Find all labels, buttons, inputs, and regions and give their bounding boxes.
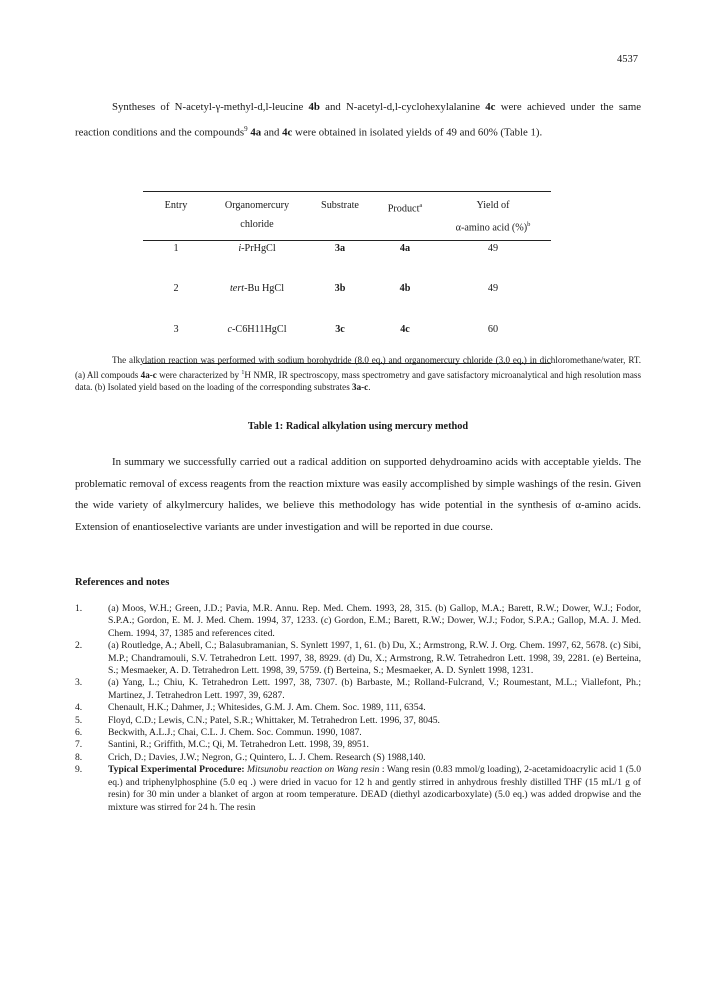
- compound-label: 4c: [485, 101, 496, 113]
- reference-number: 9.: [75, 764, 83, 776]
- cell-entry: 3: [173, 324, 179, 336]
- references-list: [75, 603, 641, 814]
- table-footnote: [75, 354, 641, 394]
- reagent-prefix: tert: [229, 283, 245, 295]
- reference-number: 5.: [75, 714, 83, 726]
- cell-reagent: [209, 241, 305, 282]
- summary-paragraph: [75, 452, 641, 538]
- cell-substrate: 3a: [334, 243, 346, 255]
- cell-product: 4b: [399, 283, 411, 295]
- reference-number: 4.: [75, 702, 83, 714]
- cell-reagent: [209, 281, 305, 322]
- reagent-name: -Bu HgCl: [244, 283, 285, 295]
- table-row: [143, 241, 551, 282]
- reference-number: 3.: [75, 677, 83, 689]
- intro-text: and: [261, 126, 283, 139]
- header-substrate: Substrate: [321, 200, 359, 211]
- header-product-sup: a: [419, 202, 423, 209]
- intro-text: and N-acetyl-d,l-cyclohexylalanine: [319, 101, 486, 113]
- reference-text: (a) Yang, L.; Chiu, K. Tetrahedron Lett. 1997, 38, 7307. (b) Barbaste, M.; Rolland-Fulcrand, V.; Roumestant, M.L.; Viallefont, Ph.; Martinez, J. Tetrahedron Lett. 1997, 39, 6287.: [108, 677, 641, 701]
- compound-label: 3a-c: [352, 382, 369, 393]
- header-entry: Entry: [164, 200, 188, 211]
- reference-text: Floyd, C.D.; Lewis, C.N.; Patel, S.R.; Whittaker, M. Tetrahedron Lett. 1996, 37, 8045.: [108, 714, 440, 726]
- header-product-label: Product: [387, 203, 420, 215]
- compound-label: 4a: [250, 126, 262, 139]
- header-yield-line2: α-amino acid (%): [455, 222, 528, 234]
- reference-item: [75, 727, 641, 739]
- compound-label: 4c: [282, 126, 293, 139]
- reagent-name: -PrHgCl: [241, 243, 276, 255]
- reference-item: [75, 640, 641, 677]
- cell-entry: 2: [173, 283, 179, 295]
- reference-text: Santini, R.; Griffith, M.C.; Qi, M. Tetrahedron Lett. 1998, 39, 8951.: [108, 739, 369, 751]
- reagent-prefix: c: [227, 324, 232, 336]
- reference-item: [75, 715, 641, 727]
- reference-item: [75, 764, 641, 814]
- reference-number: 2.: [75, 640, 83, 652]
- table-caption: Table 1: Radical alkylation using mercury method: [247, 421, 469, 432]
- reference-number: 8.: [75, 751, 83, 763]
- reference-number: 1.: [75, 603, 83, 614]
- intro-text: Syntheses of N-acetyl-γ-methyl-d,l-leucine: [112, 101, 309, 113]
- page-number: 4537: [617, 54, 638, 65]
- cell-substrate: 3c: [335, 324, 345, 336]
- intro-paragraph: [75, 97, 641, 144]
- nmr-superscript: 1: [241, 369, 245, 376]
- reference-text: : Wang resin (0.83 mmol/g loading), 2-acetamidoacrylic acid 1 (5.0 eq.) and triphenylphosphine (5.0 eq .) were dried in vacuo for 12 h and gently stirred in anhydrous freshly distilled THF (15 mL/1 g of resin) for 30 min under a blanket of argon at room temperature. DEAD (diethyl azodicarboxylate) (5.0 eq.) was added dropwise and the mixture was stirred for 24 h. The resin: [108, 764, 641, 813]
- reference-text: Crich, D.; Davies, J.W.; Negron, G.; Quintero, L. J. Chem. Research (S) 1988,140.: [108, 751, 426, 763]
- reagent-prefix: i: [238, 243, 242, 255]
- cell-yield: 60: [487, 324, 499, 336]
- reference-number: 7.: [75, 739, 83, 751]
- cell-entry: 1: [173, 243, 179, 255]
- procedure-heading: Typical Experimental Procedure:: [108, 764, 248, 776]
- cell-product: 4a: [399, 243, 411, 255]
- intro-text: were achieved under the same reaction conditions and the compounds: [75, 101, 642, 139]
- cell-yield: 49: [487, 283, 499, 295]
- ref-superscript: 9: [244, 124, 248, 133]
- reference-item: [75, 752, 641, 764]
- reference-text: Chenault, H.K.; Dahmer, J.; Whitesides, G.M. J. Am. Chem. Soc. 1989, 111, 6354.: [108, 702, 426, 714]
- reference-item: [75, 739, 641, 751]
- footnote-text: were characterized by: [156, 369, 242, 380]
- references-heading: References and notes: [75, 577, 170, 588]
- header-organomercury-line2: chloride: [240, 219, 274, 230]
- reference-item: [75, 603, 641, 640]
- cell-product: 4c: [400, 324, 410, 336]
- summary-text: In summary we successfully carried out a radical addition on supported dehydroamino acids with acceptable yields. The problematic removal of excess reagents from the reaction mixture was easily accomplished by simple washings of the resin. Given the wide variety of alkylmercury halides, we believe this methodology has wide potential in the synthesis of α-amino acids. Extension of enantioselective variants are under investigation and will be reported in due course.: [75, 456, 641, 533]
- compound-label: 4b: [308, 101, 320, 113]
- reference-text: (a) Routledge, A.; Abell, C.; Balasubramanian, S. Synlett 1997, 1, 61. (b) Du, X.; Armstrong, R.W. J. Org. Chem. 1997, 62, 5678. (c) Sibi, M.P.; Chandramouli, S.V. Tetrahedron Lett. 1997, 38, 8929. (d) Du, X.; Armstrong, R.W. Tetrahedron Lett. 1998, 39, 2281. (e) Berteina, S.; Mesmaeker, A. D. Tetrahedron Lett. 1998, 39, 5759. (f) Berteina, S.; Mesmaeker, A. D. Synlett 1998, 1231.: [108, 640, 641, 677]
- reference-item: [75, 677, 641, 702]
- header-yield: [435, 192, 551, 241]
- footnote-text: The alkylation reaction was performed with sodium borohydride (8.0 eq.) and organomercury chloride (3.0 eq.) in dichloromethane/water, RT. (a) All compouds: [75, 355, 641, 380]
- header-yield-line1: Yield of: [476, 200, 510, 211]
- cell-yield: 49: [487, 243, 499, 255]
- table-row: [143, 281, 551, 322]
- compound-label: 4a-c: [140, 369, 157, 380]
- header-organomercury: [209, 192, 305, 241]
- header-product: [375, 192, 435, 241]
- intro-text: were obtained in isolated yields of 49 and 60% (Table 1).: [292, 126, 543, 139]
- header-organomercury-line1: Organomercury: [224, 200, 290, 211]
- table-header-row: [143, 192, 551, 241]
- cell-substrate: 3b: [334, 283, 346, 295]
- reference-text: Beckwith, A.L.J.; Chai, C.L. J. Chem. Soc. Commun. 1990, 1087.: [108, 727, 362, 739]
- reference-number: 6.: [75, 727, 83, 739]
- footnote-text: .: [368, 382, 371, 393]
- results-table: [143, 191, 551, 364]
- header-yield-sup: b: [527, 221, 531, 228]
- reagent-name: -C6H11HgCl: [232, 324, 287, 336]
- procedure-subheading: Mitsunobu reaction on Wang resin: [247, 764, 380, 776]
- reference-text: (a) Moos, W.H.; Green, J.D.; Pavia, M.R. Annu. Rep. Med. Chem. 1993, 28, 315. (b) Gallop, M.A.; Barett, R.W.; Dower, W.J.; Fodor, S.P.A.; Gordon, E. M. J. Med. Chem. 1994, 37, 1233. (c) Gordon, E.M.; Barett, R.W.; Dower, W.J.; Fodor, S.P.A.; Gallop, M.A. J. Med. Chem. 1994, 37, 1385 and references cited.: [108, 603, 641, 639]
- reference-item: [75, 702, 641, 714]
- footnote-text: H NMR, IR spectroscopy, mass spectrometry and gave satisfactory microanalytical and high resolution mass data. (b) Isolated yield based on the loading of the corresponding substrates: [75, 369, 641, 393]
